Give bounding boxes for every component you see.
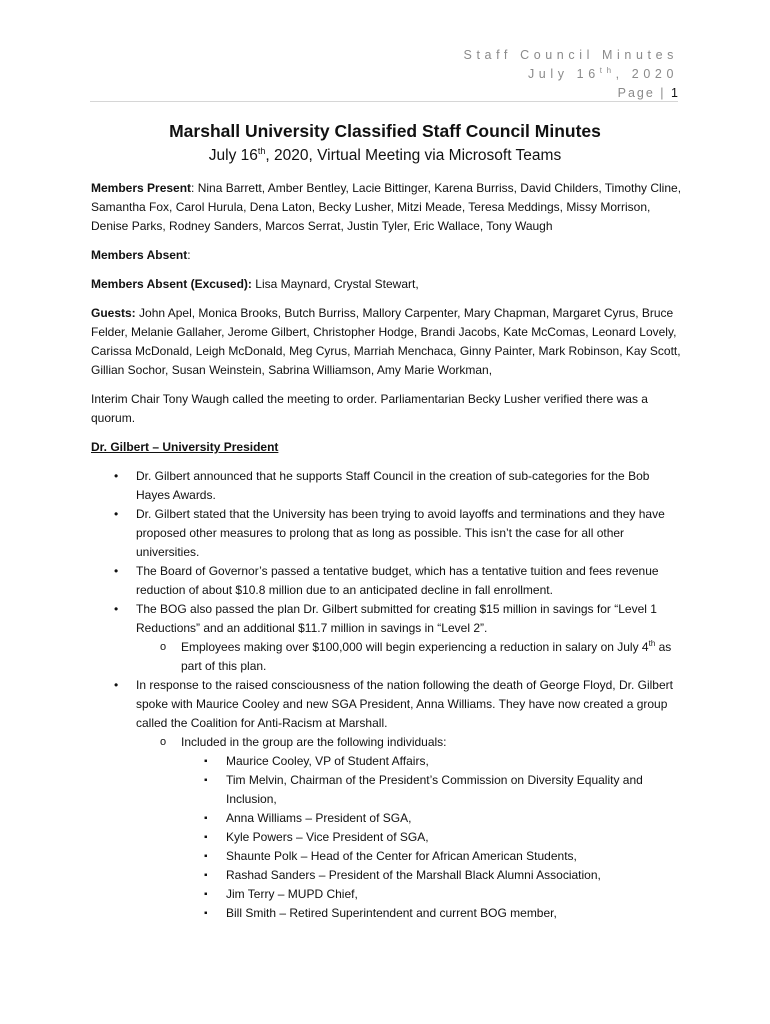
header-divider	[90, 101, 678, 102]
member-item: ▪ Jim Terry – MUPD Chief,	[181, 885, 683, 904]
list-item: • The BOG also passed the plan Dr. Gilbert submitted for creating $15 million in savings for “Level 1 Reductions” and an additional $11.7 million in savings in “Level 2”. o Employees making over $100,000 will begin experiencing a reduction in salary on July 4th as part of this plan.	[91, 600, 683, 676]
header-date: July 16th, 2020	[527, 65, 678, 81]
list-item: • Dr. Gilbert stated that the University has been trying to avoid layoffs and terminations and they have proposed other measures to prolong that as long as possible. This isn’t the case for all other universities.	[91, 505, 683, 562]
header-title: Staff Council Minutes	[463, 48, 678, 62]
document-subtitle: July 16th, 2020, Virtual Meeting via Microsoft Teams	[208, 145, 562, 164]
member-item: ▪ Tim Melvin, Chairman of the President’s Commission on Diversity Equality and Inclusion,	[181, 771, 683, 809]
member-item: ▪ Shaunte Polk – Head of the Center for African American Students,	[181, 847, 683, 866]
document-title: Marshall University Classified Staff Council Minutes	[169, 121, 601, 141]
sub-list-item: o Employees making over $100,000 will begin experiencing a reduction in salary on July 4th as part of this plan.	[136, 638, 683, 676]
document-body	[91, 179, 683, 923]
member-item: ▪ Rashad Sanders – President of the Marshall Black Alumni Association,	[181, 866, 683, 885]
sub-list-item: o Included in the group are the following individuals: ▪ Maurice Cooley, VP of Student Affairs, ▪ Tim Melvin, Chairman of the President’s Commission on Diversity Equality and Inclusion, ▪ Anna Williams – President of SGA, ▪ Kyle Powers – Vice President of SGA, ▪ Shaunte Polk – Head of the Center for African American Students, ▪ Rashad Sanders – President of the Marshall Black Alumni Association, ▪ Jim Terry – MUPD Chief, ▪ Bill Smith – Retired Superintendent and current BOG member,	[136, 733, 683, 923]
bullet-list	[91, 467, 683, 923]
list-item: • The Board of Governor’s passed a tentative budget, which has a tentative tuition and fees revenue reduction of about $10.8 million due to an anticipated decline in fall enrollment.	[91, 562, 683, 600]
member-item: ▪ Bill Smith – Retired Superintendent and current BOG member,	[181, 904, 683, 923]
page-header	[464, 46, 678, 103]
member-item: ▪ Maurice Cooley, VP of Student Affairs,	[181, 752, 683, 771]
list-item: • In response to the raised consciousness of the nation following the death of George Floyd, Dr. Gilbert spoke with Maurice Cooley and new SGA President, Anna Williams. They have now created a group called the Coalition for Anti-Racism at Marshall. o Included in the group are the following individuals: ▪ Maurice Cooley, VP of Student Affairs, ▪ Tim Melvin, Chairman of the President’s Commission on Diversity Equality and Inclusion, ▪ Anna Williams – President of SGA, ▪ Kyle Powers – Vice President of SGA, ▪ Shaunte Polk – Head of the Center for African American Students, ▪ Rashad Sanders – President of the Marshall Black Alumni Association, ▪ Jim Terry – MUPD Chief, ▪ Bill Smith – Retired Superintendent and current BOG member,	[91, 676, 683, 923]
member-list	[181, 752, 683, 923]
sub-list	[136, 638, 683, 676]
member-item: ▪ Kyle Powers – Vice President of SGA,	[181, 828, 683, 847]
members-absent: Members Absent:	[91, 248, 191, 262]
header-page-number: Page | 1	[617, 86, 678, 100]
members-present: Members Present: Nina Barrett, Amber Bentley, Lacie Bittinger, Karena Burriss, David Childers, Timothy Cline, Samantha Fox, Carol Hurula, Dena Laton, Becky Lusher, Mitzi Meade, Teresa Meddings, Missy Morrison, Denise Parks, Rodney Sanders, Marcos Serrat, Justin Tyler, Eric Wallace, Tony Waugh	[91, 181, 682, 233]
section-heading: Dr. Gilbert – University President	[91, 440, 279, 454]
guests: Guests: John Apel, Monica Brooks, Butch Burriss, Mallory Carpenter, Mary Chapman, Margaret Cyrus, Bruce Felder, Melanie Gallaher, Jerome Gilbert, Christopher Hodge, Brandi Jacobs, Kate McComas, Leonard Lovely, Carissa McDonald, Leigh McDonald, Meg Cyrus, Marriah Menchaca, Ginny Painter, Mark Robinson, Kay Scott, Gillian Sochor, Susan Weinstein, Sabrina Williamson, Amy Marie Workman,	[91, 306, 681, 377]
members-absent-excused: Members Absent (Excused): Lisa Maynard, Crystal Stewart,	[91, 277, 419, 291]
call-to-order: Interim Chair Tony Waugh called the meeting to order. Parliamentarian Becky Lusher verified there was a quorum.	[91, 392, 648, 425]
list-item: • Dr. Gilbert announced that he supports Staff Council in the creation of sub-categories for the Bob Hayes Awards.	[91, 467, 683, 505]
sub-list	[136, 733, 683, 923]
member-item: ▪ Anna Williams – President of SGA,	[181, 809, 683, 828]
